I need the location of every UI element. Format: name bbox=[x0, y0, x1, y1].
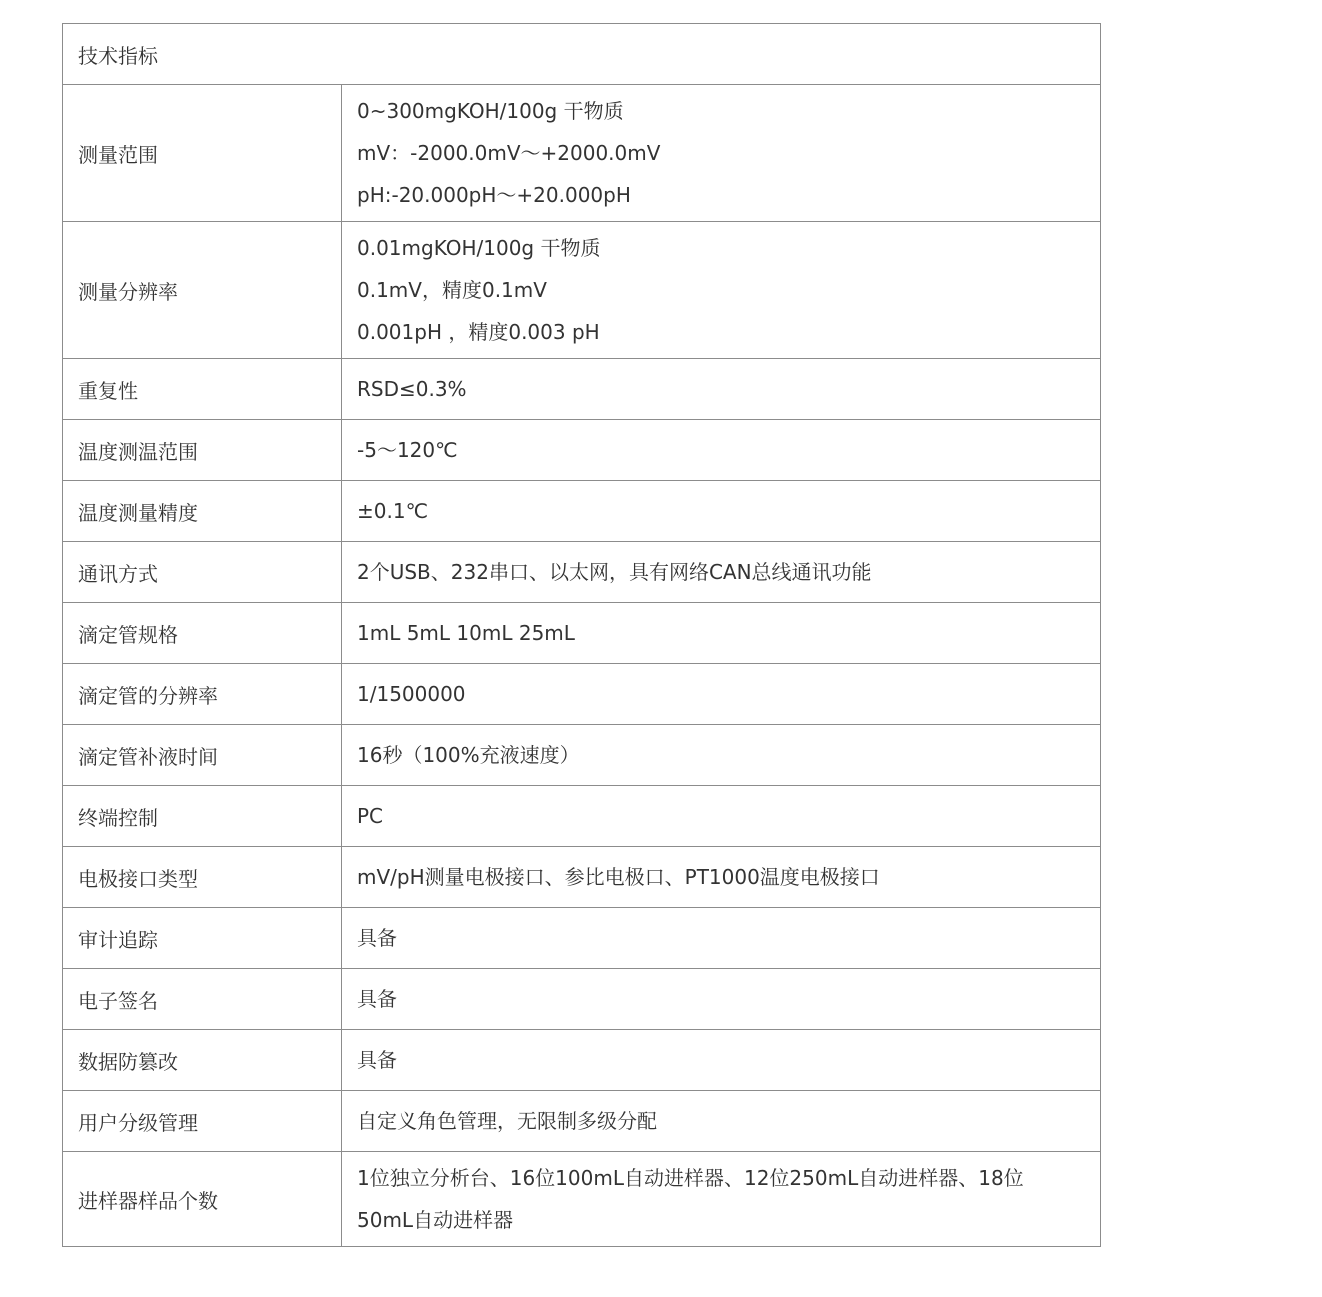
spec-label: 滴定管规格 bbox=[63, 603, 342, 664]
spec-value bbox=[342, 1152, 1101, 1247]
spec-value bbox=[342, 969, 1101, 1030]
spec-table bbox=[62, 23, 1101, 1247]
spec-value-line: PC bbox=[357, 804, 384, 828]
spec-label: 用户分级管理 bbox=[63, 1091, 342, 1152]
table-row bbox=[63, 481, 1101, 542]
spec-value bbox=[342, 786, 1101, 847]
table-row bbox=[63, 847, 1101, 908]
table-row bbox=[63, 222, 1101, 359]
spec-label: 测量范围 bbox=[63, 85, 342, 222]
table-header-cell: 技术指标 bbox=[63, 24, 1101, 85]
spec-label: 温度测量精度 bbox=[63, 481, 342, 542]
spec-value bbox=[342, 847, 1101, 908]
spec-value bbox=[342, 725, 1101, 786]
spec-value bbox=[342, 85, 1101, 222]
spec-value bbox=[342, 481, 1101, 542]
spec-label: 终端控制 bbox=[63, 786, 342, 847]
table-row bbox=[63, 542, 1101, 603]
spec-label: 温度测温范围 bbox=[63, 420, 342, 481]
spec-value bbox=[342, 420, 1101, 481]
spec-label: 电子签名 bbox=[63, 969, 342, 1030]
table-row bbox=[63, 664, 1101, 725]
spec-value-line: 0.01mgKOH/100g 干物质 bbox=[357, 236, 601, 260]
spec-value-line: 2个USB、232串口、以太网，具有网络CAN总线通讯功能 bbox=[357, 560, 872, 584]
spec-value-line: -5～120℃ bbox=[357, 438, 458, 462]
table-row bbox=[63, 969, 1101, 1030]
spec-value bbox=[342, 542, 1101, 603]
spec-value-line: mV：-2000.0mV～+2000.0mV bbox=[357, 141, 661, 165]
spec-value-line: 50mL自动进样器 bbox=[357, 1208, 514, 1232]
table-row bbox=[63, 420, 1101, 481]
spec-label: 滴定管的分辨率 bbox=[63, 664, 342, 725]
spec-label: 滴定管补液时间 bbox=[63, 725, 342, 786]
spec-value-line: 1位独立分析台、16位100mL自动进样器、12位250mL自动进样器、18位 bbox=[357, 1166, 1024, 1190]
table-row bbox=[63, 1152, 1101, 1247]
table-row bbox=[63, 85, 1101, 222]
spec-table-body bbox=[63, 24, 1101, 1247]
spec-value bbox=[342, 222, 1101, 359]
spec-label: 测量分辨率 bbox=[63, 222, 342, 359]
table-header-row bbox=[63, 24, 1101, 85]
spec-value-line: 1/1500000 bbox=[357, 682, 466, 706]
table-row bbox=[63, 725, 1101, 786]
spec-value bbox=[342, 1030, 1101, 1091]
spec-value-line: 自定义角色管理，无限制多级分配 bbox=[357, 1109, 657, 1133]
table-row bbox=[63, 359, 1101, 420]
spec-value-line: 1mL 5mL 10mL 25mL bbox=[357, 621, 575, 645]
spec-value-line: 0.1mV，精度0.1mV bbox=[357, 278, 547, 302]
table-row bbox=[63, 1030, 1101, 1091]
spec-value bbox=[342, 1091, 1101, 1152]
spec-label: 通讯方式 bbox=[63, 542, 342, 603]
spec-value bbox=[342, 908, 1101, 969]
spec-value-line: 16秒（100%充液速度） bbox=[357, 743, 580, 767]
spec-value-line: 具备 bbox=[357, 987, 397, 1011]
spec-label: 重复性 bbox=[63, 359, 342, 420]
spec-value-line: 0~300mgKOH/100g 干物质 bbox=[357, 99, 624, 123]
spec-value bbox=[342, 664, 1101, 725]
spec-label: 电极接口类型 bbox=[63, 847, 342, 908]
table-row bbox=[63, 603, 1101, 664]
spec-value-line: 0.001pH ，精度0.003 pH bbox=[357, 320, 600, 344]
spec-label: 数据防篡改 bbox=[63, 1030, 342, 1091]
spec-value-line: RSD≤0.3% bbox=[357, 377, 467, 401]
spec-value-line: pH:-20.000pH～+20.000pH bbox=[357, 183, 631, 207]
spec-value-line: 具备 bbox=[357, 926, 397, 950]
spec-value-line: 具备 bbox=[357, 1048, 397, 1072]
spec-label: 进样器样品个数 bbox=[63, 1152, 342, 1247]
spec-value bbox=[342, 603, 1101, 664]
table-row bbox=[63, 1091, 1101, 1152]
spec-value bbox=[342, 359, 1101, 420]
spec-value-line: ±0.1℃ bbox=[357, 499, 429, 523]
spec-value-line: mV/pH测量电极接口、参比电极口、PT1000温度电极接口 bbox=[357, 865, 880, 889]
spec-label: 审计追踪 bbox=[63, 908, 342, 969]
table-row bbox=[63, 908, 1101, 969]
table-row bbox=[63, 786, 1101, 847]
